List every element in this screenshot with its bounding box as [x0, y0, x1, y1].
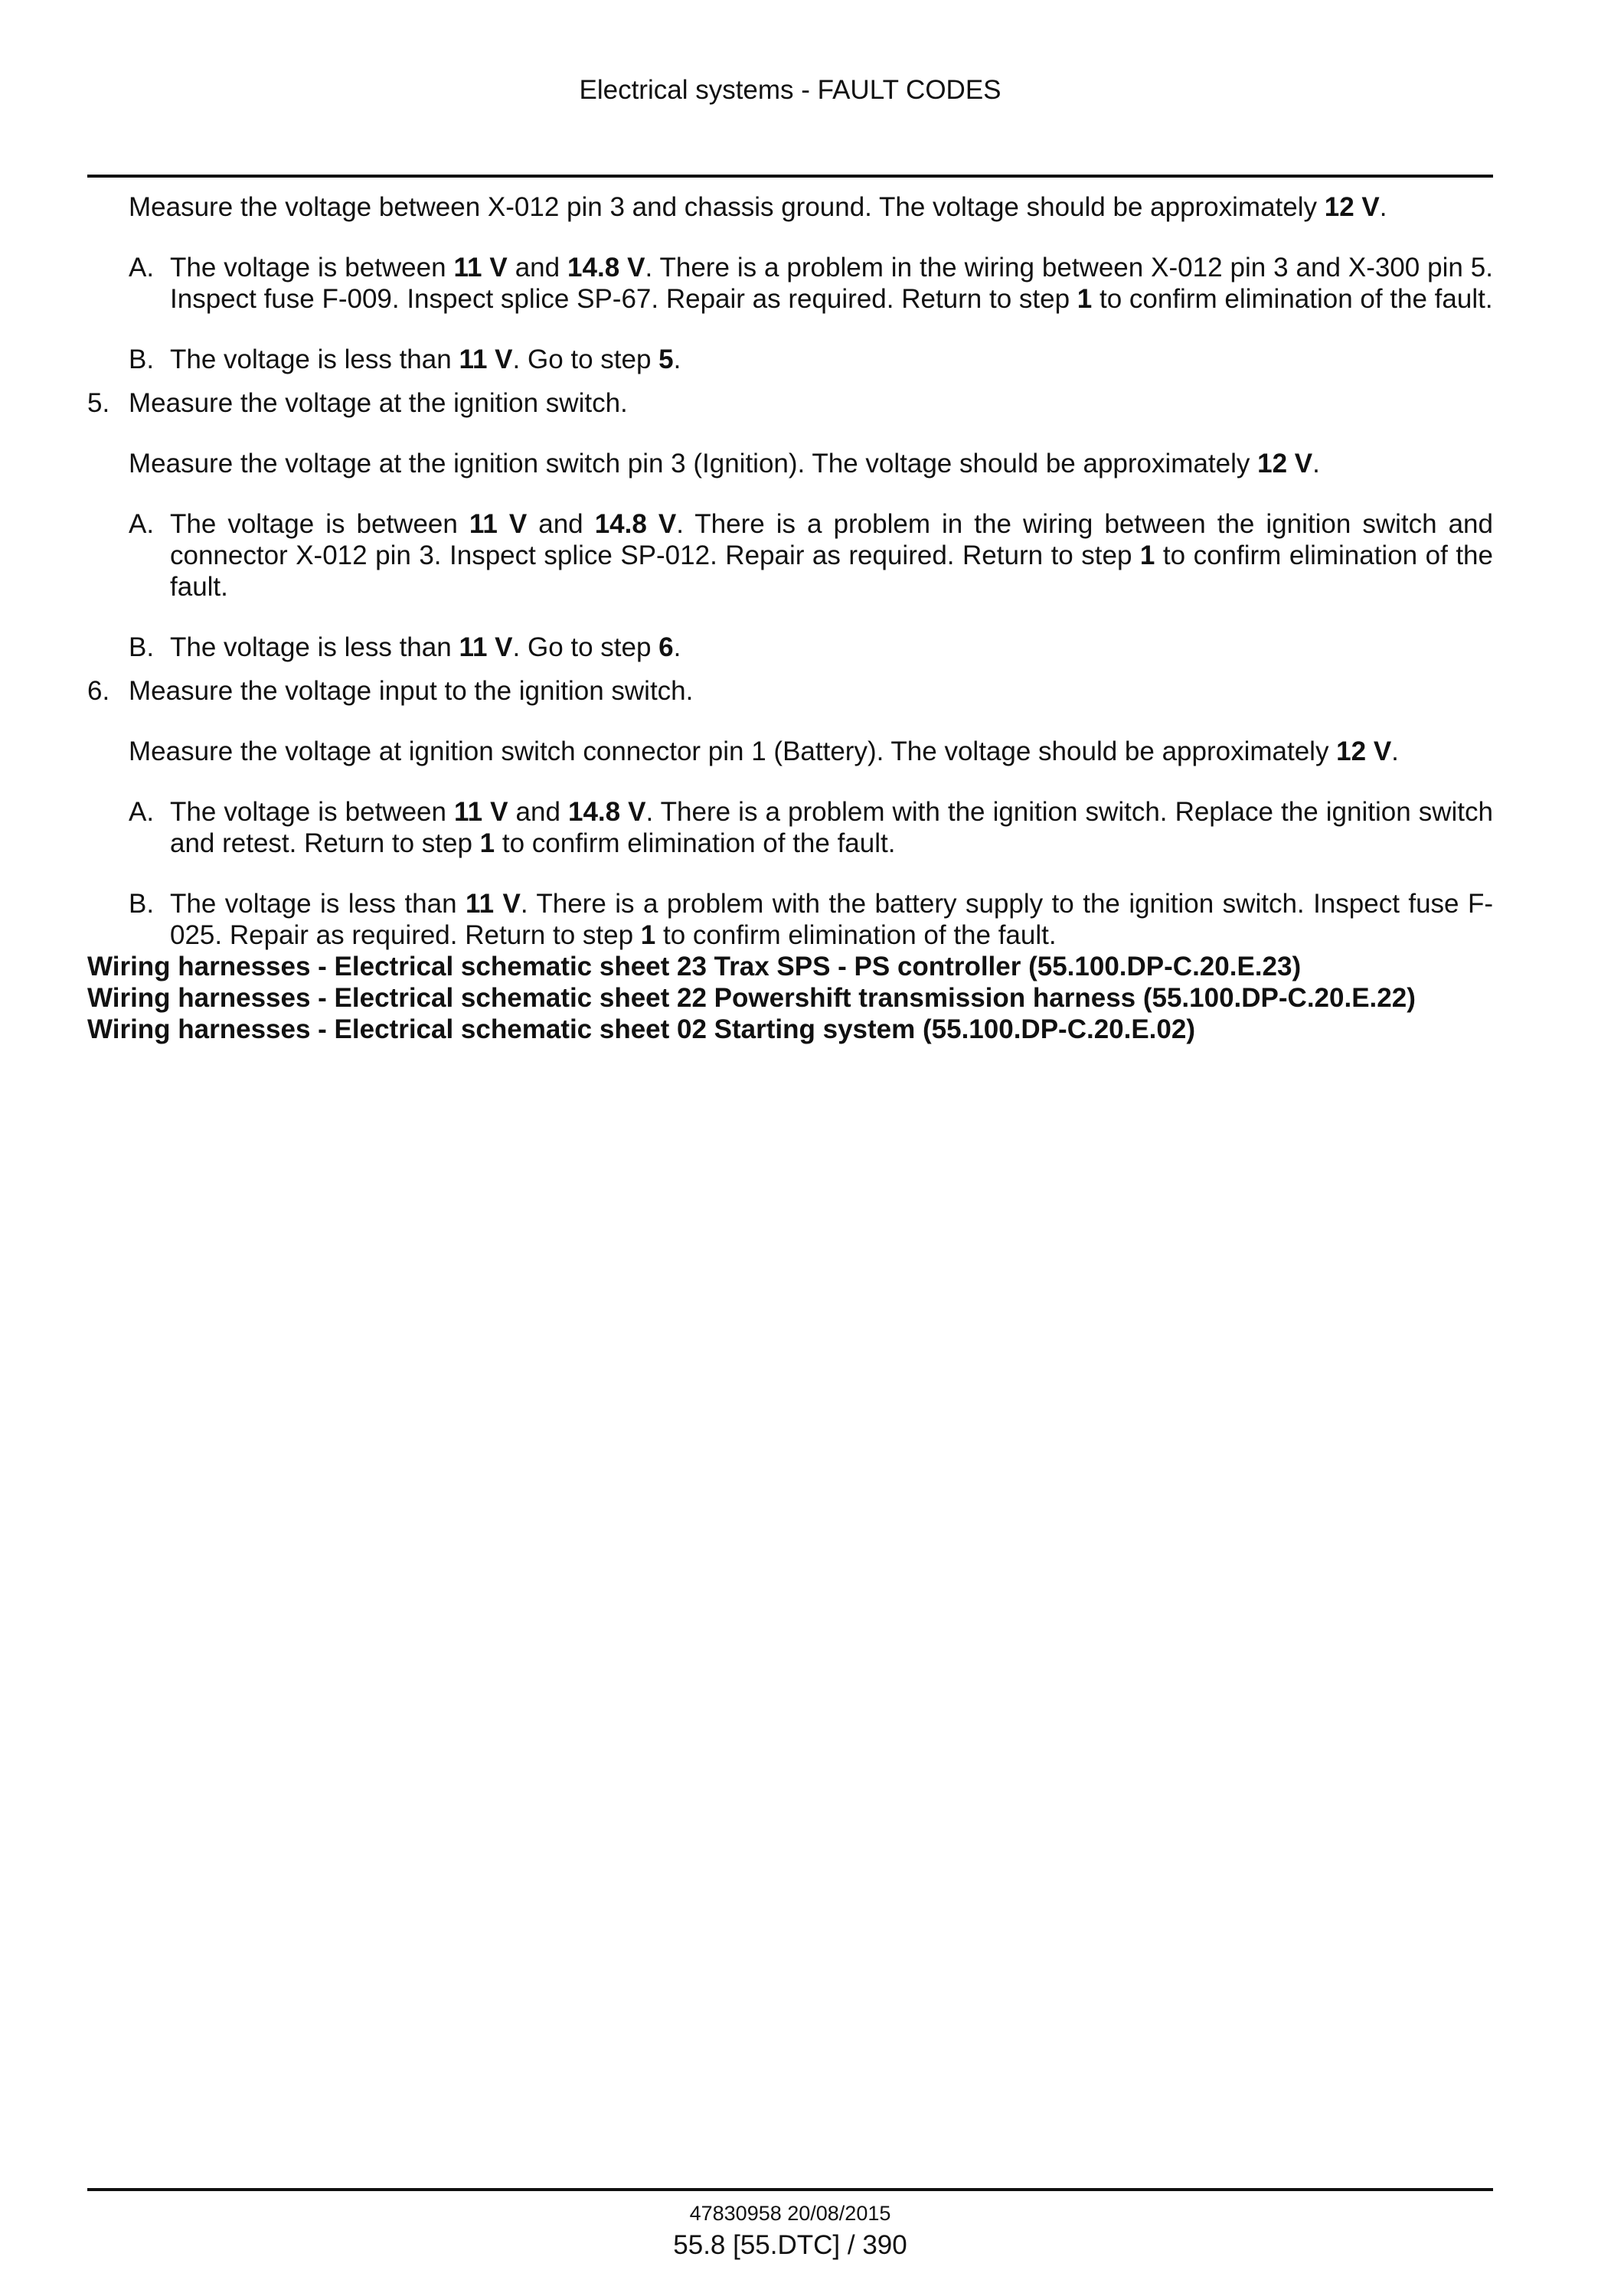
step-number: 5.	[87, 388, 110, 418]
reference-links	[87, 951, 1493, 1045]
step-5-heading	[87, 387, 1493, 419]
footer-document-reference: 47830958 20/08/2015	[689, 2202, 891, 2225]
link-schematic-sheet-22[interactable]: Wiring harnesses - Electrical schematic sheet 22 Powershift transmission harness (55.100.DP-C.20.E.22)	[87, 983, 1416, 1013]
option-letter: B.	[129, 889, 155, 919]
header-divider	[87, 175, 1493, 178]
step5-option-b: B. The voltage is less than 11 V. Go to step 6.	[129, 632, 681, 662]
page-header-title: Electrical systems - FAULT CODES	[579, 75, 1002, 105]
option-letter: B.	[129, 632, 155, 662]
option-letter: A.	[129, 797, 155, 827]
option-letter: A.	[129, 253, 155, 283]
step4-option-a: A. The voltage is between 11 V and 14.8 V. There is a problem in the wiring between X-012 pin 3 and X-300 pin 5. Inspect fuse F-009. Inspect splice SP-67. Repair as required. Return to step 1 to confirm elimination of the fault.	[129, 253, 1493, 314]
step4-measure-paragraph: Measure the voltage between X-012 pin 3 and chassis ground. The voltage should be approximately 12 V.	[129, 192, 1387, 222]
link-schematic-sheet-23[interactable]: Wiring harnesses - Electrical schematic sheet 23 Trax SPS - PS controller (55.100.DP-C.20.E.23)	[87, 952, 1302, 981]
link-schematic-sheet-02[interactable]: Wiring harnesses - Electrical schematic sheet 02 Starting system (55.100.DP-C.20.E.02)	[87, 1014, 1195, 1044]
option-letter: B.	[129, 345, 155, 374]
step5-measure-paragraph: Measure the voltage at the ignition switch pin 3 (Ignition). The voltage should be approximately 12 V.	[129, 449, 1320, 478]
footer-divider	[87, 2188, 1493, 2191]
option-letter: A.	[129, 509, 155, 539]
step-title: Measure the voltage at the ignition switch.	[129, 388, 628, 418]
step-title: Measure the voltage input to the ignition switch.	[129, 676, 694, 706]
step6-measure-paragraph: Measure the voltage at ignition switch connector pin 1 (Battery). The voltage should be approximately 12 V.	[129, 736, 1399, 766]
step4-option-b: B. The voltage is less than 11 V. Go to step 5.	[129, 345, 681, 374]
footer-page-number: 55.8 [55.DTC] / 390	[673, 2230, 907, 2260]
document-body	[87, 191, 1493, 1045]
step-number: 6.	[87, 676, 110, 706]
step6-option-a: A. The voltage is between 11 V and 14.8 V. There is a problem with the ignition switch. Replace the ignition switch and retest. Return to step 1 to confirm elimination of the fault.	[129, 797, 1493, 858]
step-6-heading	[87, 675, 1493, 707]
step6-option-b: B. The voltage is less than 11 V. There is a problem with the battery supply to the ignition switch. Inspect fuse F-025. Repair as required. Return to step 1 to confirm elimination of the fault.	[129, 889, 1493, 950]
step5-option-a: A. The voltage is between 11 V and 14.8 V. There is a problem in the wiring between the ignition switch and connector X-012 pin 3. Inspect splice SP-012. Repair as required. Return to step 1 to confirm elimination of the fault.	[129, 509, 1493, 602]
